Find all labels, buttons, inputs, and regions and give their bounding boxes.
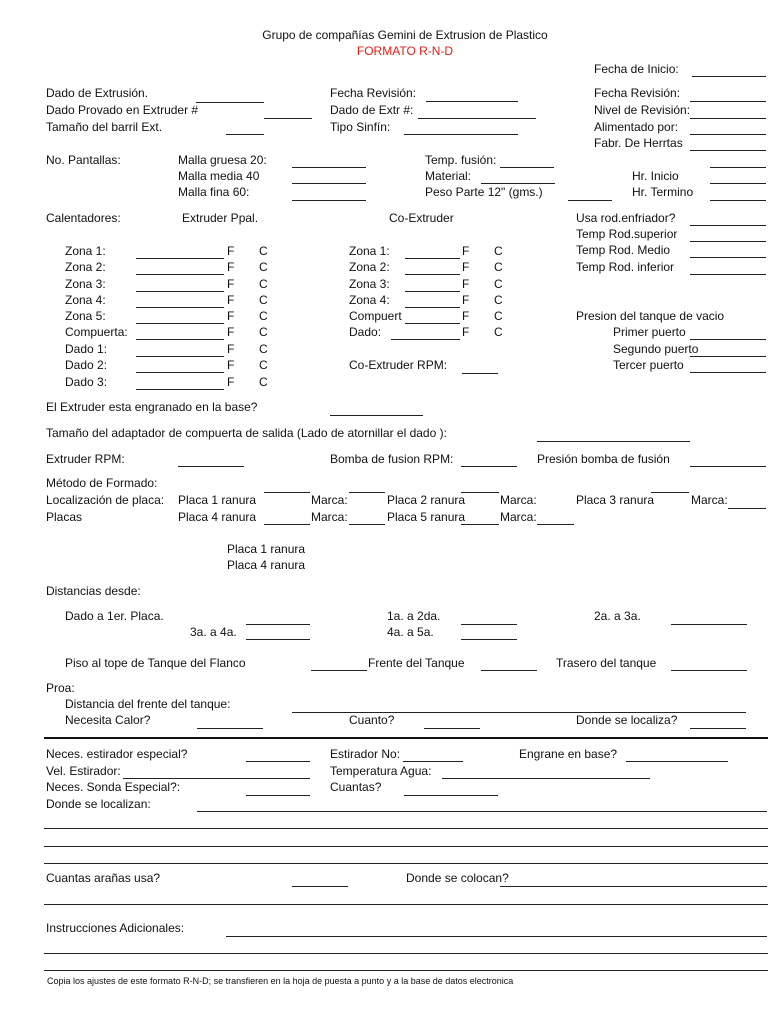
fecha-revision-mid-field[interactable]: [426, 101, 518, 102]
unit-f: F: [227, 325, 235, 339]
bomba-rpm-field[interactable]: [461, 466, 517, 467]
dado-extr-num-label: Dado de Extr #:: [330, 103, 414, 117]
presion-tanque-label: Presion del tanque de vacio: [576, 309, 725, 323]
dado-provado-field[interactable]: [264, 118, 312, 119]
calentadores-label: Calentadores:: [46, 211, 121, 225]
material-field[interactable]: [481, 183, 555, 184]
tercer-puerto-field[interactable]: [690, 372, 766, 373]
zone-field[interactable]: [136, 274, 224, 275]
nivel-revision-field[interactable]: [690, 118, 766, 119]
co-zone-field[interactable]: [405, 291, 460, 292]
unit-c: C: [259, 277, 268, 291]
blank-field[interactable]: [710, 167, 766, 168]
engranado-label: El Extruder esta engranado en la base?: [46, 400, 258, 414]
zone-field[interactable]: [136, 372, 224, 373]
unit-f: F: [227, 358, 235, 372]
unit-f: F: [462, 244, 470, 258]
tamano-barril-label: Tamaño del barril Ext.: [46, 120, 163, 134]
tercer-puerto-label: Tercer puerto: [613, 358, 684, 372]
segundo-puerto-label: Segundo puerto: [613, 342, 699, 356]
fecha-inicio-label: Fecha de Inicio:: [594, 62, 679, 76]
primer-puerto-label: Primer puerto: [613, 325, 686, 339]
malla-gruesa-field[interactable]: [292, 167, 366, 168]
malla-fina-field[interactable]: [292, 200, 366, 201]
marca-field[interactable]: [349, 524, 385, 525]
temp-rod-sup-label: Temp Rod.superior: [576, 227, 678, 241]
frente-tanque-label: Frente del Tanque: [368, 656, 465, 670]
blank-line[interactable]: [44, 904, 768, 905]
blank-line[interactable]: [44, 846, 768, 847]
placas-label: Placas: [46, 510, 83, 524]
co-zone-field[interactable]: [405, 274, 460, 275]
unit-c: C: [259, 260, 268, 274]
temp-rod-inf-field[interactable]: [690, 274, 766, 275]
d1a2-field[interactable]: [461, 624, 517, 625]
dado-1er-field[interactable]: [246, 624, 310, 625]
malla-gruesa-label: Malla gruesa 20:: [178, 153, 267, 167]
donde-colocan-field[interactable]: [500, 886, 767, 887]
unit-c: C: [494, 293, 503, 307]
extruder-rpm-field[interactable]: [178, 466, 244, 467]
placa-1-field[interactable]: [264, 492, 310, 493]
marca-field[interactable]: [537, 524, 574, 525]
presion-bomba-field[interactable]: [690, 466, 766, 467]
primer-puerto-field[interactable]: [690, 339, 766, 340]
tamano-barril-field[interactable]: [226, 134, 264, 135]
placa-3-field[interactable]: [651, 492, 689, 493]
engranado-field[interactable]: [330, 415, 423, 416]
zone-field[interactable]: [136, 356, 224, 357]
temp-fusion-field[interactable]: [500, 167, 554, 168]
instrucciones-field[interactable]: [226, 936, 767, 937]
zone-label: Dado 1:: [65, 342, 108, 356]
engrane-base-label: Engrane en base?: [519, 747, 618, 761]
placa-4-field[interactable]: [264, 524, 310, 525]
proa-label: Proa:: [46, 681, 75, 695]
material-label: Material:: [425, 169, 472, 183]
temp-fusion-label: Temp. fusión:: [425, 153, 497, 167]
blank-line[interactable]: [44, 953, 768, 954]
temp-rod-inf-label: Temp Rod. inferior: [576, 260, 675, 274]
co-zone-field[interactable]: [391, 339, 460, 340]
fecha-inicio-field[interactable]: [692, 76, 766, 77]
placa-3-label: Placa 3 ranura: [576, 493, 655, 507]
fecha-revision-right-label: Fecha Revisión:: [594, 86, 681, 100]
unit-c: C: [259, 342, 268, 356]
malla-media-field[interactable]: [292, 183, 366, 184]
placa-2-label: Placa 2 ranura: [387, 493, 466, 507]
distancias-label: Distancias desde:: [46, 584, 141, 598]
donde-localizan-label: Donde se localizan:: [46, 797, 151, 811]
zone-field[interactable]: [136, 307, 224, 308]
neces-estirador-field[interactable]: [246, 761, 310, 762]
section-divider: [44, 737, 768, 739]
aranas-field[interactable]: [292, 886, 348, 887]
co-rpm-field[interactable]: [462, 373, 498, 374]
nivel-revision-label: Nivel de Revisión:: [594, 103, 691, 117]
unit-c: C: [259, 325, 268, 339]
co-zone-label: Zona 3:: [349, 277, 390, 291]
unit-c: C: [259, 293, 268, 307]
temp-agua-field[interactable]: [442, 778, 650, 779]
alimentado-por-field[interactable]: [690, 134, 766, 135]
zone-field[interactable]: [136, 389, 224, 390]
d3a4-label: 3a. a 4a.: [190, 625, 237, 639]
co-zone-field[interactable]: [405, 258, 460, 259]
bomba-rpm-label: Bomba de fusion RPM:: [330, 452, 454, 466]
unit-c: C: [494, 277, 503, 291]
cuantas-field[interactable]: [404, 795, 498, 796]
co-zone-label: Dado:: [349, 325, 382, 339]
unit-f: F: [227, 293, 235, 307]
unit-f: F: [462, 309, 470, 323]
alimentado-por-label: Alimentado por:: [594, 120, 679, 134]
donde-colocan-label: Donde se colocan?: [406, 871, 509, 885]
dado-extrusion-label: Dado de Extrusión.: [46, 86, 149, 100]
unit-c: C: [259, 244, 268, 258]
d1a2-label: 1a. a 2da.: [387, 609, 441, 623]
trasero-field[interactable]: [671, 670, 747, 671]
placa-2-field[interactable]: [461, 492, 499, 493]
instrucciones-label: Instrucciones Adicionales:: [46, 921, 185, 935]
zone-label: Compuerta:: [65, 325, 128, 339]
peso-parte-label: Peso Parte 12" (gms.): [425, 185, 543, 199]
zone-label: Zona 5:: [65, 309, 106, 323]
co-zone-label: Zona 4:: [349, 293, 390, 307]
co-extruder-label: Co-Extruder: [389, 211, 454, 225]
blank-line[interactable]: [44, 863, 768, 864]
unit-c: C: [259, 309, 268, 323]
marca-label: Marca:: [311, 510, 348, 524]
no-pantallas-label: No. Pantallas:: [46, 153, 121, 167]
dado-extrusion-field[interactable]: [196, 102, 264, 103]
zone-label: Zona 4:: [65, 293, 106, 307]
fabr-herrtas-label: Fabr. De Herrtas: [594, 136, 683, 150]
engrane-base-field[interactable]: [626, 761, 728, 762]
peso-parte-field[interactable]: [568, 200, 612, 201]
co-zone-label: Compuert: [349, 309, 402, 323]
fabr-herrtas-field[interactable]: [690, 150, 766, 151]
necesita-calor-field[interactable]: [197, 728, 263, 729]
aranas-label: Cuantas arañas usa?: [46, 871, 161, 885]
co-rpm-label: Co-Extruder RPM:: [349, 358, 448, 372]
unit-c: C: [494, 325, 503, 339]
fecha-revision-mid-label: Fecha Revisión:: [330, 86, 417, 100]
placa-1-extra-label: Placa 1 ranura: [227, 542, 306, 556]
neces-estirador-label: Neces. estirador especial?: [46, 747, 188, 761]
adaptador-field[interactable]: [537, 441, 690, 442]
unit-f: F: [462, 293, 470, 307]
marca-field[interactable]: [728, 508, 766, 509]
d4a5-field[interactable]: [461, 639, 517, 640]
frente-tanque-field[interactable]: [481, 670, 537, 671]
unit-f: F: [227, 244, 235, 258]
temp-agua-label: Temperatura Agua:: [330, 764, 432, 778]
placa-5-label: Placa 5 ranura: [387, 510, 466, 524]
company-title: Grupo de compañías Gemini de Extrusion de Plastico: [262, 28, 548, 42]
zone-label: Dado 2:: [65, 358, 108, 372]
distancia-frente-label: Distancia del frente del tanque:: [65, 697, 231, 711]
hr-termino-field[interactable]: [710, 200, 766, 201]
piso-label: Piso al tope de Tanque del Flanco: [65, 656, 246, 670]
cuantas-label: Cuantas?: [330, 780, 382, 794]
piso-field[interactable]: [311, 670, 367, 671]
tipo-sinfin-label: Tipo Sinfín:: [330, 120, 391, 134]
tipo-sinfin-field[interactable]: [404, 134, 518, 135]
cuanto-label: Cuanto?: [349, 713, 395, 727]
necesita-calor-label: Necesita Calor?: [65, 713, 151, 727]
zone-field[interactable]: [136, 339, 224, 340]
segundo-puerto-field[interactable]: [690, 356, 766, 357]
estirador-no-field[interactable]: [403, 761, 463, 762]
hr-inicio-field[interactable]: [710, 183, 766, 184]
vel-estirador-field[interactable]: [123, 778, 310, 779]
donde-localiza-label: Donde se localiza?: [576, 713, 678, 727]
temp-rod-med-field[interactable]: [690, 257, 766, 258]
dado-provado-label: Dado Provado en Extruder #: [46, 103, 199, 117]
blank-line[interactable]: [44, 970, 768, 971]
unit-c: C: [259, 358, 268, 372]
trasero-label: Trasero del tanque: [556, 656, 657, 670]
unit-f: F: [227, 309, 235, 323]
blank-line[interactable]: [44, 828, 768, 829]
extruder-rpm-label: Extruder RPM:: [46, 452, 125, 466]
placa-5-field[interactable]: [461, 524, 499, 525]
extruder-ppal-label: Extruder Ppal.: [182, 211, 259, 225]
malla-fina-label: Malla fina 60:: [178, 185, 250, 199]
footer-note: Copia los ajustes de este formato R-N-D; se transfieren en la hoja de puesta a punto y a la base de datos electronica: [47, 976, 514, 986]
adaptador-label: Tamaño del adaptador de compuerta de salida (Lado de atornillar el dado ):: [46, 426, 447, 440]
hr-inicio-label: Hr. Inicio: [632, 169, 679, 183]
neces-sonda-label: Neces. Sonda Especial?:: [46, 780, 181, 794]
donde-localiza-field[interactable]: [690, 728, 746, 729]
unit-f: F: [462, 260, 470, 274]
format-title: FORMATO R-N-D: [356, 44, 454, 58]
unit-c: C: [259, 375, 268, 389]
donde-localizan-field[interactable]: [197, 811, 767, 812]
co-zone-label: Zona 1:: [349, 244, 390, 258]
metodo-label: Método de Formado:: [46, 476, 158, 490]
co-zone-field[interactable]: [405, 307, 460, 308]
estirador-no-label: Estirador No:: [330, 747, 401, 761]
marca-field[interactable]: [349, 492, 385, 493]
zone-label: Zona 3:: [65, 277, 106, 291]
neces-sonda-field[interactable]: [246, 795, 310, 796]
unit-f: F: [227, 342, 235, 356]
unit-f: F: [462, 325, 470, 339]
co-zone-label: Zona 2:: [349, 260, 390, 274]
presion-bomba-label: Presión bomba de fusión: [537, 452, 670, 466]
malla-media-label: Malla media 40: [178, 169, 260, 183]
placa-4-extra-label: Placa 4 ranura: [227, 558, 306, 572]
marca-label: Marca:: [311, 493, 348, 507]
d2a3-field[interactable]: [671, 624, 747, 625]
dado-1er-label: Dado a 1er. Placa.: [65, 609, 164, 623]
d4a5-label: 4a. a 5a.: [387, 625, 434, 639]
vel-estirador-label: Vel. Estirador:: [46, 764, 121, 778]
marca-label: Marca:: [691, 493, 728, 507]
unit-c: C: [494, 244, 503, 258]
zone-field[interactable]: [136, 291, 224, 292]
zone-field[interactable]: [136, 258, 224, 259]
marca-label: Marca:: [500, 510, 537, 524]
placa-4-label: Placa 4 ranura: [178, 510, 257, 524]
hr-termino-label: Hr. Termino: [632, 185, 694, 199]
cuanto-field[interactable]: [424, 728, 480, 729]
usa-rod-label: Usa rod.enfriador?: [576, 211, 676, 225]
marca-label: Marca:: [500, 493, 537, 507]
placa-1-label: Placa 1 ranura: [178, 493, 257, 507]
zone-label: Zona 2:: [65, 260, 106, 274]
dado-extr-num-field[interactable]: [418, 118, 536, 119]
usa-rod-field[interactable]: [690, 225, 766, 226]
fecha-revision-right-field[interactable]: [690, 101, 766, 102]
temp-rod-sup-field[interactable]: [690, 241, 766, 242]
zone-field[interactable]: [136, 323, 224, 324]
unit-c: C: [494, 309, 503, 323]
d3a4-field[interactable]: [246, 639, 310, 640]
localizacion-label: Localización de placa:: [46, 493, 165, 507]
zone-label: Zona 1:: [65, 244, 106, 258]
co-zone-field[interactable]: [405, 323, 460, 324]
unit-c: C: [494, 260, 503, 274]
d2a3-label: 2a. a 3a.: [594, 609, 641, 623]
unit-f: F: [227, 375, 235, 389]
temp-rod-med-label: Temp Rod. Medio: [576, 243, 671, 257]
unit-f: F: [227, 277, 235, 291]
unit-f: F: [227, 260, 235, 274]
zone-label: Dado 3:: [65, 375, 108, 389]
unit-f: F: [462, 277, 470, 291]
